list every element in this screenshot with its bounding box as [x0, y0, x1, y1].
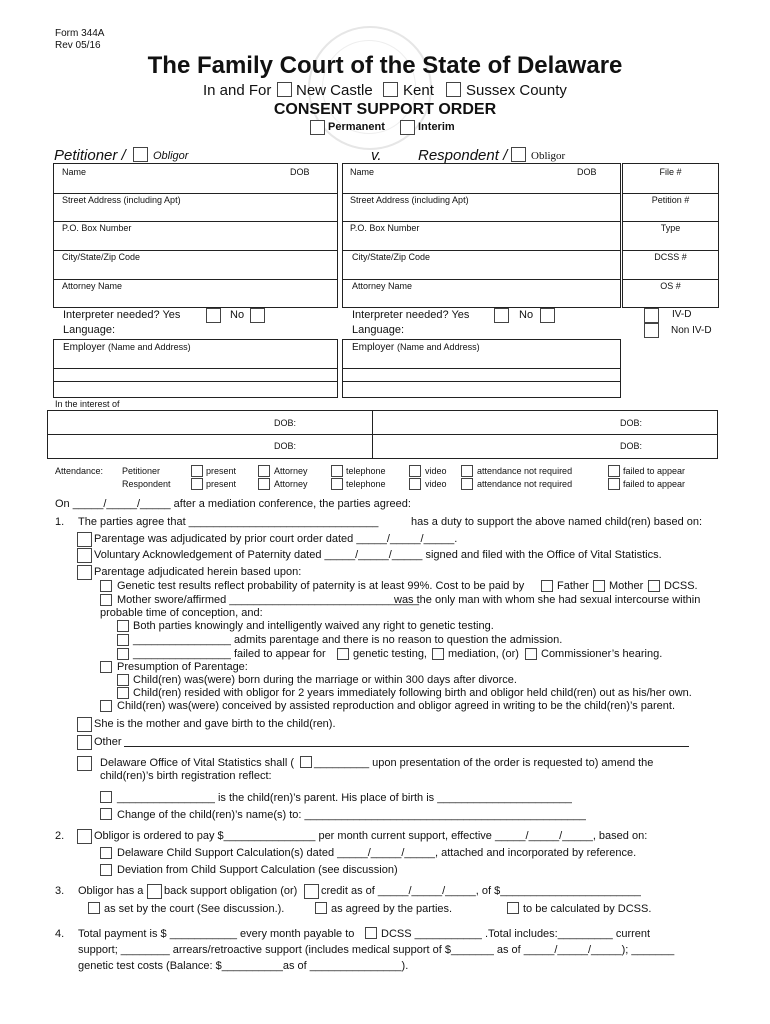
respondent-obligor: Obligor [531, 150, 566, 162]
deviation-text: Deviation from Child Support Calculation (see discussion) [117, 864, 398, 876]
swore-text-b: was the only man with whom she had sexual intercourse within [394, 594, 701, 606]
county-new-castle: New Castle [296, 82, 373, 99]
checkbox-permanent[interactable] [310, 120, 325, 135]
order-permanent: Permanent [328, 121, 385, 133]
failed-appear-text: ________________ failed to appear for [133, 648, 326, 660]
pet-employer-label: Employer (Name and Address) [63, 342, 191, 353]
checkbox-voluntary[interactable] [77, 548, 92, 563]
checkbox-interim[interactable] [400, 120, 415, 135]
resp-video-label: video [425, 479, 447, 489]
pet-attorney-label: Attorney Name [62, 281, 123, 291]
born-marriage-text: Child(ren) was(were) born during the marriage or within 300 days after divorce. [133, 674, 517, 686]
vs-label: v. [371, 147, 382, 164]
mother-birth-text: She is the mother and gave birth to the child(ren). [94, 718, 336, 730]
opt-voluntary: Voluntary Acknowledgement of Paternity dated _____/_____/_____ signed and filed with the Office of Vital Statistics. [94, 549, 662, 561]
item1-text-b: has a duty to support the above named child(ren) based on: [411, 516, 703, 528]
checkbox-resp-telephone[interactable] [331, 478, 343, 490]
checkbox-pet-not-required[interactable] [461, 465, 473, 477]
checkbox-assisted[interactable] [100, 700, 112, 712]
petition-number-label: Petition # [651, 195, 690, 205]
item2-text: Obligor is ordered to pay $_______________ per month current support, effective _____/_____/_____, based on: [94, 830, 648, 842]
resp-not-required-label: attendance not required [477, 479, 573, 489]
checkbox-non-ivd[interactable] [644, 323, 659, 338]
checkbox-herein[interactable] [77, 565, 92, 580]
child3-dob-label: DOB: [274, 441, 297, 451]
form-rev: Rev 05/16 [55, 40, 101, 51]
os-number-label: OS # [660, 281, 681, 291]
checkbox-payable-dcss[interactable] [365, 927, 377, 939]
item4-line2: support; ________ arrears/retroactive support (includes medical support of $_______ as of _____/_____/_____); _______ [78, 944, 675, 956]
interest-label: In the interest of [55, 399, 120, 409]
checkbox-presumption[interactable] [100, 661, 112, 673]
checkbox-pet-interpreter-no[interactable] [250, 308, 265, 323]
commissioner-label: Commissioner’s hearing. [541, 648, 663, 660]
resp-interpreter-label: Interpreter needed? Yes [352, 309, 470, 321]
checkbox-pet-present[interactable] [191, 465, 203, 477]
county-kent: Kent [403, 82, 434, 99]
resp-attorney-attend-label: Attorney [274, 479, 308, 489]
pet-name-label: Name [62, 167, 87, 177]
attendance-petitioner: Petitioner [122, 466, 161, 476]
pet-pobox-label: P.O. Box Number [62, 223, 132, 233]
form-id: Form 344A [55, 28, 105, 39]
item1-number: 1. [55, 516, 65, 528]
checkbox-both-waived[interactable] [117, 620, 129, 632]
checkbox-resided[interactable] [117, 687, 129, 699]
resp-language-label: Language: [352, 324, 404, 336]
checkbox-pet-failed[interactable] [608, 465, 620, 477]
checkbox-resp-interpreter-no[interactable] [540, 308, 555, 323]
opt-adjudicated: Parentage was adjudicated by prior court order dated _____/_____/_____. [94, 533, 458, 545]
genetic-testing-label: genetic testing, [353, 648, 427, 660]
checkbox-kent[interactable] [383, 82, 398, 97]
checkbox-pet-interpreter-yes[interactable] [206, 308, 221, 323]
item4-line1-a: Total payment is $ ___________ every month payable to [78, 928, 355, 940]
both-waived-text: Both parties knowingly and intelligently waived any right to genetic testing. [133, 620, 494, 632]
checkbox-petitioner-obligor[interactable] [133, 147, 148, 162]
mediation-label: mediation, (or) [448, 648, 519, 660]
checkbox-calculated-dcss[interactable] [507, 902, 519, 914]
resp-employer-label: Employer (Name and Address) [352, 342, 480, 353]
checkbox-resp-failed[interactable] [608, 478, 620, 490]
other-line[interactable] [124, 746, 689, 747]
checkbox-cost-dcss[interactable] [648, 580, 660, 592]
admits-text: ________________ admits parentage and there is no reason to question the admission. [133, 634, 563, 646]
resp-telephone-label: telephone [346, 479, 386, 489]
checkbox-resp-present[interactable] [191, 478, 203, 490]
petitioner-label: Petitioner / [54, 147, 126, 164]
checkbox-mediation[interactable] [432, 648, 444, 660]
resp-dob-label: DOB [577, 167, 597, 177]
other-label: Other [94, 736, 122, 748]
checkbox-vital-shall[interactable] [300, 756, 312, 768]
attendance-respondent: Respondent [122, 479, 171, 489]
resp-city-label: City/State/Zip Code [352, 252, 431, 262]
checkbox-other[interactable] [77, 735, 92, 750]
pet-language-label: Language: [63, 324, 115, 336]
resp-pobox-label: P.O. Box Number [350, 223, 420, 233]
vital-text-a: Delaware Office of Vital Statistics shall ( [100, 757, 295, 769]
pet-interpreter-no: No [230, 309, 245, 321]
calculated-dcss-text: to be calculated by DCSS. [523, 903, 652, 915]
checkbox-genetic[interactable] [100, 580, 112, 592]
resp-present-label: present [206, 479, 237, 489]
obligor-has-text: Obligor has a [78, 885, 144, 897]
checkbox-pet-attorney[interactable] [258, 465, 270, 477]
calculation-text: Delaware Child Support Calculation(s) dated _____/_____/_____, attached and incorporated by reference. [117, 847, 637, 859]
child2-dob-label: DOB: [620, 418, 643, 428]
attendance-label: Attendance: [55, 466, 104, 476]
child4-dob-label: DOB: [620, 441, 643, 451]
pet-not-required-label: attendance not required [477, 466, 573, 476]
opt-herein: Parentage adjudicated herein based upon: [94, 566, 302, 578]
checkbox-obligor-pay[interactable] [77, 829, 92, 844]
checkbox-deviation[interactable] [100, 864, 112, 876]
item4-number: 4. [55, 928, 65, 940]
presumption-text: Presumption of Parentage: [117, 661, 248, 673]
dcss-number-label: DCSS # [654, 252, 687, 262]
checkbox-failed-appear[interactable] [117, 648, 129, 660]
checkbox-sussex[interactable] [446, 82, 461, 97]
resp-interpreter-no: No [519, 309, 534, 321]
checkbox-ivd[interactable] [644, 308, 659, 323]
checkbox-new-castle[interactable] [277, 82, 292, 97]
checkbox-resp-interpreter-yes[interactable] [494, 308, 509, 323]
item3-number: 3. [55, 885, 65, 897]
page-title: The Family Court of the State of Delaware [147, 52, 623, 79]
pet-failed-label: failed to appear [623, 466, 686, 476]
change-name-text: Change of the child(ren)’s name(s) to: ______________________________________________ [117, 809, 586, 821]
page-subtitle: CONSENT SUPPORT ORDER [273, 101, 497, 118]
checkbox-resp-attorney[interactable] [258, 478, 270, 490]
type-label: Type [660, 223, 681, 233]
by-court-text: as set by the court (See discussion.). [104, 903, 285, 915]
checkbox-resp-not-required[interactable] [461, 478, 473, 490]
pet-present-label: present [206, 466, 237, 476]
vital-text-c: child(ren)’s birth registration reflect: [100, 770, 272, 782]
assisted-text: Child(ren) was(were) conceived by assisted reproduction and obligor agreed in writing to be the child(ren)’s parent. [117, 700, 676, 712]
back-support-text: back support obligation (or) [164, 885, 298, 897]
genetic-text: Genetic test results reflect probability of paternity is at least 99%. Cost to be paid by [117, 580, 525, 592]
probable-text: probable time of conception, and: [100, 607, 263, 619]
pet-interpreter-label: Interpreter needed? Yes [63, 309, 181, 321]
checkbox-pet-video[interactable] [409, 465, 421, 477]
cost-mother: Mother [609, 580, 644, 592]
mediation-date-line: On _____/_____/_____ after a mediation conference, the parties agreed: [55, 498, 411, 510]
checkbox-agreed[interactable] [315, 902, 327, 914]
checkbox-credit[interactable] [304, 884, 319, 899]
checkbox-mother-birth[interactable] [77, 717, 92, 732]
resp-name-label: Name [350, 167, 375, 177]
pet-telephone-label: telephone [346, 466, 386, 476]
county-sussex: Sussex County [466, 82, 567, 99]
resp-failed-label: failed to appear [623, 479, 686, 489]
cost-dcss: DCSS. [664, 580, 698, 592]
item2-number: 2. [55, 830, 65, 842]
checkbox-swore[interactable] [100, 594, 112, 606]
resp-attorney-label: Attorney Name [352, 281, 413, 291]
vital-text-b: _________ upon presentation of the order is requested to) amend the [314, 757, 654, 769]
agreed-text: as agreed by the parties. [331, 903, 453, 915]
item4-line1-b: DCSS ___________ .Total includes:_________ current [381, 928, 651, 940]
checkbox-respondent-obligor[interactable] [511, 147, 526, 162]
checkbox-genetic-testing[interactable] [337, 648, 349, 660]
checkbox-change-name[interactable] [100, 808, 112, 820]
child1-dob-label: DOB: [274, 418, 297, 428]
cost-father: Father [557, 580, 589, 592]
checkbox-calculation[interactable] [100, 847, 112, 859]
checkbox-by-court[interactable] [88, 902, 100, 914]
checkbox-cost-mother[interactable] [593, 580, 605, 592]
checkbox-vital-stats[interactable] [77, 756, 92, 771]
parent-line-text: ________________ is the child(ren)’s parent. His place of birth is ______________________ [117, 792, 572, 804]
item1-text-a: The parties agree that _______________________________ [78, 516, 379, 528]
checkbox-parent-line[interactable] [100, 791, 112, 803]
checkbox-adjudicated[interactable] [77, 532, 92, 547]
ivd-label: IV-D [672, 309, 692, 320]
checkbox-resp-video[interactable] [409, 478, 421, 490]
checkbox-pet-telephone[interactable] [331, 465, 343, 477]
resided-text: Child(ren) resided with obligor for 2 years immediately following birth and obligor held child(ren) out as his/her own. [133, 687, 692, 699]
non-ivd-label: Non IV-D [671, 325, 712, 336]
petitioner-obligor: Obligor [153, 150, 189, 162]
resp-street-label: Street Address (including Apt) [350, 195, 469, 205]
in-and-for: In and For [203, 82, 272, 99]
credit-text: credit as of _____/_____/_____, of $_______________________ [321, 885, 641, 897]
checkbox-back-support[interactable] [147, 884, 162, 899]
order-interim: Interim [418, 121, 455, 133]
pet-street-label: Street Address (including Apt) [62, 195, 181, 205]
respondent-label: Respondent / [418, 147, 508, 164]
file-number-label: File # [659, 167, 682, 177]
checkbox-cost-father[interactable] [541, 580, 553, 592]
swore-text-a: Mother swore/affirmed _______________________________ [117, 594, 419, 606]
checkbox-born-marriage[interactable] [117, 674, 129, 686]
pet-city-label: City/State/Zip Code [62, 252, 141, 262]
checkbox-admits[interactable] [117, 634, 129, 646]
checkbox-commissioner[interactable] [525, 648, 537, 660]
pet-dob-label: DOB [290, 167, 310, 177]
item4-line3: genetic test costs (Balance: $__________as of _______________). [78, 960, 409, 972]
pet-video-label: video [425, 466, 447, 476]
pet-attorney-attend-label: Attorney [274, 466, 308, 476]
